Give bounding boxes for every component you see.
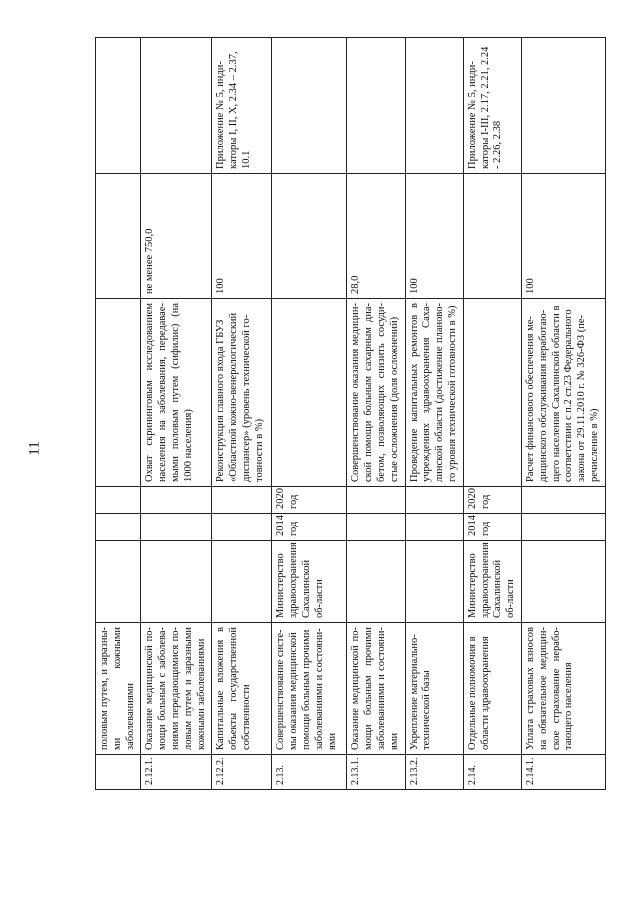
program-activities-table: [95, 37, 606, 790]
row-start: [347, 514, 405, 541]
table-row: [96, 38, 141, 790]
row-end: [212, 487, 272, 514]
row-start: [141, 514, 212, 541]
row-code: 2.13.1.: [347, 755, 405, 790]
row-indicator: [272, 299, 347, 487]
table-row: [463, 38, 521, 790]
row-start: 2014 год: [463, 514, 521, 541]
row-reference: [521, 38, 605, 174]
row-end: 2020 год: [272, 487, 347, 514]
row-code: 2.14.1.: [521, 755, 605, 790]
page-number: 11: [26, 441, 43, 456]
row-start: [212, 514, 272, 541]
row-value: [272, 174, 347, 299]
row-value: 100: [212, 174, 272, 299]
row-start: [405, 514, 463, 541]
row-reference: [272, 38, 347, 174]
row-name: Оказание медицинской по-мощи больным с заболева-ниями передающимися по-ловым путем и заразными кожными заболеваниями: [141, 623, 212, 755]
row-indicator: Расчет финансового обеспечения ме-дицинского обслуживания неработаю-щего населения Сахалинской области в соответствии с п.2 ст.23 Федерального закона от 29.11.2010 г. № 326-ФЗ (пе-речисление в %): [521, 299, 605, 487]
row-start: [521, 514, 605, 541]
row-reference: [405, 38, 463, 174]
row-reference: [96, 38, 141, 174]
row-executor: [405, 541, 463, 623]
row-code: 2.13.: [272, 755, 347, 790]
row-executor: Министерство здравоохранения Сахалинской об-ласти: [272, 541, 347, 623]
row-value: не менее 750,0: [141, 174, 212, 299]
row-executor: [212, 541, 272, 623]
row-start: [96, 514, 141, 541]
row-name: Оказание медицинской по-мощи больным прочими заболеваниями и состояни-ями: [347, 623, 405, 755]
table-row: [347, 38, 405, 790]
row-end: [141, 487, 212, 514]
row-indicator: Реконструкция главного входа ГБУЗ «Областной кожно-венерологический диспансер» (уровень технической го-товности в %): [212, 299, 272, 487]
row-indicator: Проведение капитальных ремонтов в учреждениях здравоохранения Саха-линской области (достижение планово-го уровня технической готовности в %): [405, 299, 463, 487]
row-indicator: [96, 299, 141, 487]
rotated-table-wrapper: [95, 38, 600, 790]
row-name: Уплата страховых взносов на обязательное медицин-ское страхование нерабо-тающего населения: [521, 623, 605, 755]
row-name: Капитальные вложения в объекты государственной собственности: [212, 623, 272, 755]
row-executor: [96, 541, 141, 623]
row-end: 2020 год: [463, 487, 521, 514]
row-end: [96, 487, 141, 514]
row-end: [521, 487, 605, 514]
row-executor: [521, 541, 605, 623]
row-end: [347, 487, 405, 514]
table-row: [212, 38, 272, 790]
row-executor: [347, 541, 405, 623]
row-code: 2.12.1.: [141, 755, 212, 790]
row-reference: Приложение № 5, инди-каторы I-III, 2.17, 2.21, 2.24 - 2.26, 2.38: [463, 38, 521, 174]
row-value: 28,0: [347, 174, 405, 299]
row-indicator: Совершенствование оказания медицин-ской помощи больным сахарным диа-бетом, позволяющих снизить сосуди-стые осложнения (доля осложнений): [347, 299, 405, 487]
table-row: [272, 38, 347, 790]
row-indicator: Охват скрининговым исследованием населения на заболевания, передавае-мыми половым путем (сифилис) (на 1000 населения): [141, 299, 212, 487]
table-row: [141, 38, 212, 790]
row-name: Совершенствование систе-мы оказания медицинской помощи больным прочими заболеваниями и состояни-ями: [272, 623, 347, 755]
row-code: 2.14.: [463, 755, 521, 790]
row-name: Укрепление материально-технической базы: [405, 623, 463, 755]
row-reference: [347, 38, 405, 174]
row-executor: Министерство здравоохранения Сахалинской об-ласти: [463, 541, 521, 623]
row-executor: [141, 541, 212, 623]
row-value: 100: [521, 174, 605, 299]
row-reference: [141, 38, 212, 174]
row-code: [96, 755, 141, 790]
row-value: [96, 174, 141, 299]
row-name: Отдельные полномочия в области здравоохранения: [463, 623, 521, 755]
row-code: 2.13.2.: [405, 755, 463, 790]
row-start: 2014 год: [272, 514, 347, 541]
row-name: половым путем, и заразны-ми кожными заболеваниями: [96, 623, 141, 755]
table-row: [405, 38, 463, 790]
row-value: 100: [405, 174, 463, 299]
row-value: [463, 174, 521, 299]
row-indicator: [463, 299, 521, 487]
row-reference: Приложение № 5, инди-каторы I, II, X, 2.34 – 2.37, 10.1: [212, 38, 272, 174]
row-code: 2.12.2.: [212, 755, 272, 790]
table-row: [521, 38, 605, 790]
row-end: [405, 487, 463, 514]
